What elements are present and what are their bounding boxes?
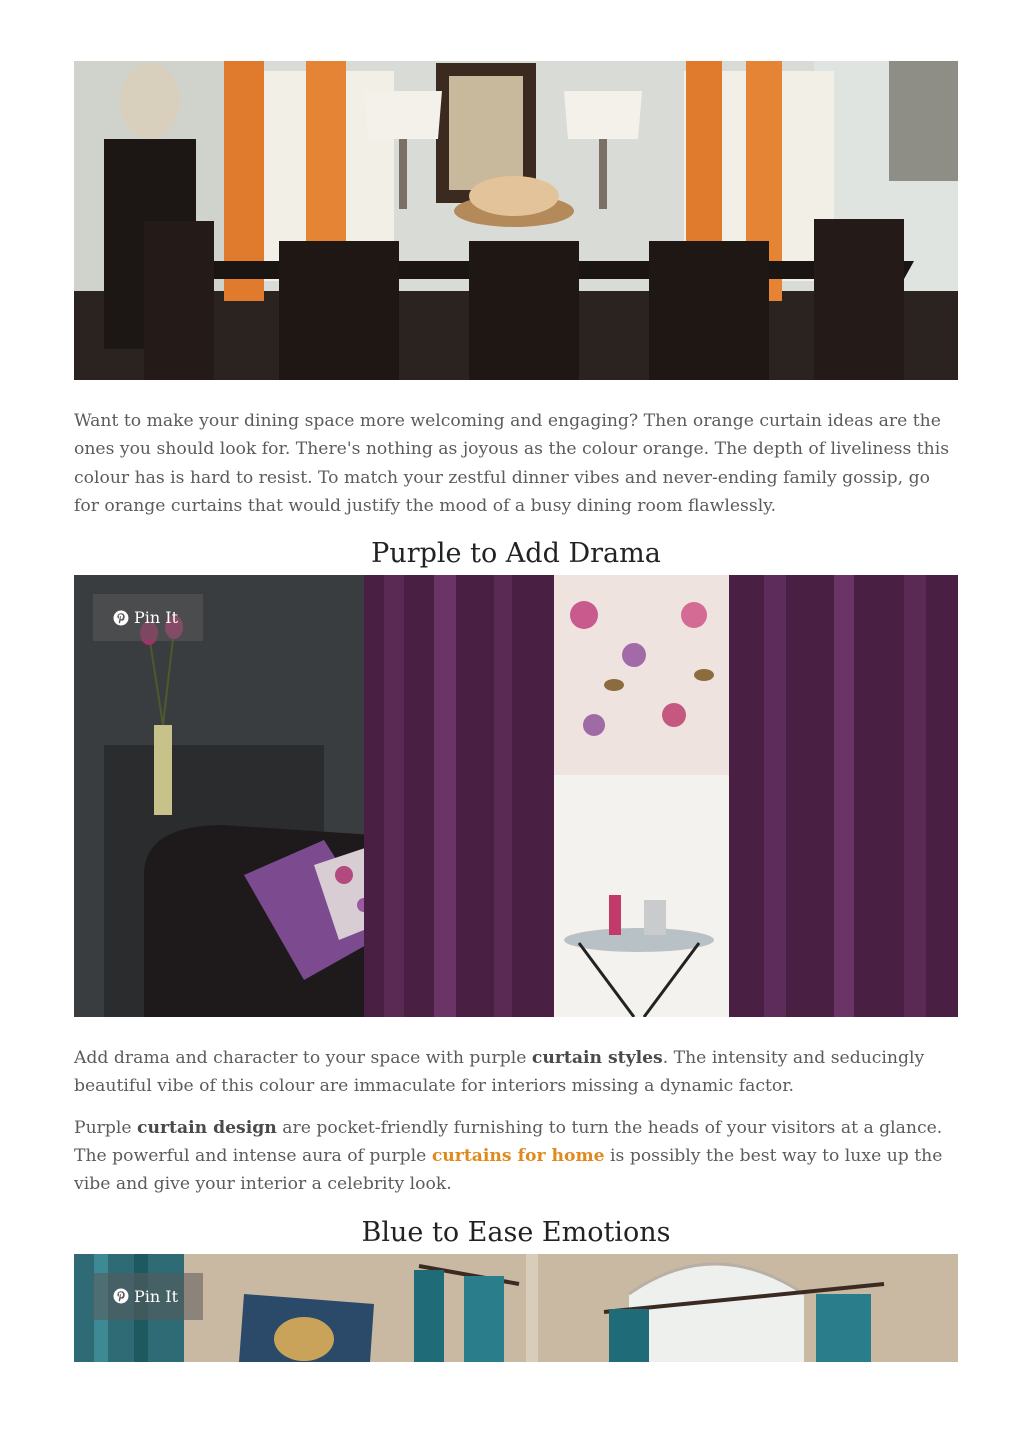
- purple-section-heading: Purple to Add Drama: [371, 538, 661, 570]
- orange-paragraph: Want to make your dining space more welcoming and engaging? Then orange curtain ideas are the ones you should look for. There's nothing as joyous as the colour orange. The depth of liveliness this colour has is hard to resist. To match your zestful dinner vibes and never-ending family gossip, go for orange curtains that would justify the mood of a busy dining room flawlessly.: [74, 411, 950, 516]
- orange-dining-room-image: [74, 61, 958, 380]
- purple-room-image: [74, 575, 958, 1017]
- pin-it-label: Pin It: [134, 1286, 179, 1306]
- blue-room-image: [74, 1254, 958, 1362]
- purple-paragraph-1: Add drama and character to your space with purple curtain styles. The intensity and seducingly beautiful vibe of this colour are immaculate for interiors missing a dynamic factor.: [74, 1048, 925, 1097]
- blue-section-heading: Blue to Ease Emotions: [361, 1216, 671, 1248]
- article-content: [74, 61, 958, 1362]
- curtain-styles-bold: curtain styles: [531, 1048, 663, 1069]
- pinterest-icon: [113, 610, 129, 626]
- curtain-design-bold: curtain design: [137, 1117, 277, 1138]
- purple-paragraph-2: Purple curtain design are pocket-friendly furnishing to turn the heads of your visitors at a glance. The powerful and intense aura of purple curtains for home is possibly the best way to luxe up the vibe and give your interior a celebrity look.: [74, 1117, 943, 1195]
- pinterest-icon: [113, 1288, 129, 1304]
- pin-it-label: Pin It: [134, 608, 179, 628]
- curtains-for-home-link[interactable]: curtains for home: [431, 1146, 605, 1167]
- pin-it-button-2[interactable]: [93, 1273, 203, 1320]
- pin-it-button[interactable]: [93, 594, 203, 641]
